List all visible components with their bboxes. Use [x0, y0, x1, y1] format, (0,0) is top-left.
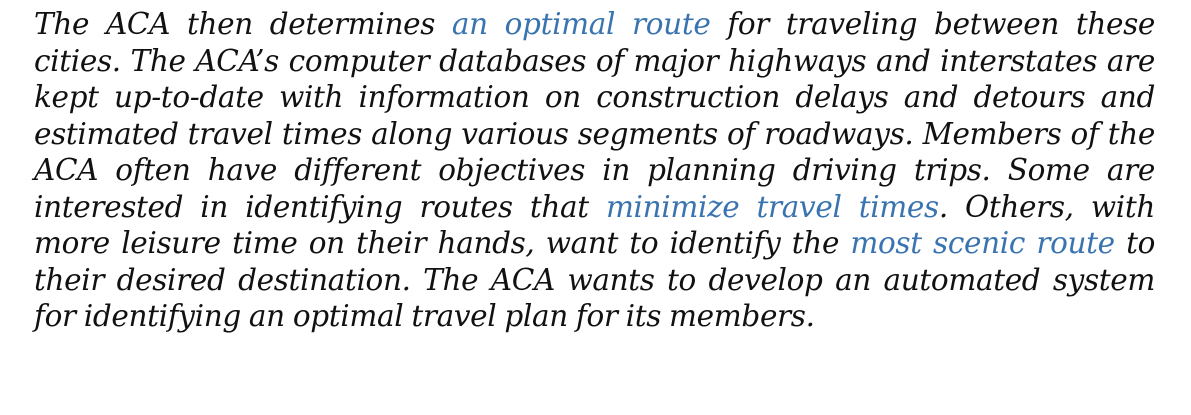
paragraph-text-2: for traveling between these cities. The ACA’s computer databases of major highways and interstates are kept up-to-date with information on construction delays and detours and estimated travel times along various segments of roadways. Members of the ACA often have different objectives in planning driving trips. Some are interested in identifying routes that — [34, 7, 1156, 224]
paragraph-text-3: . Others, with more leisure time on their hands, want to identify the — [34, 189, 1156, 260]
highlight-most-scenic-route: most scenic route — [850, 226, 1115, 260]
body-paragraph — [34, 6, 1155, 335]
paragraph-text-4: to their desired destination. The ACA wants to develop an automated system for identifying an optimal travel plan for its members. — [34, 226, 1155, 333]
highlight-minimize-travel-times: minimize travel times — [605, 189, 939, 224]
paragraph-text-1: The ACA then determines — [34, 7, 452, 41]
highlight-optimal-route: an optimal route — [451, 7, 711, 41]
